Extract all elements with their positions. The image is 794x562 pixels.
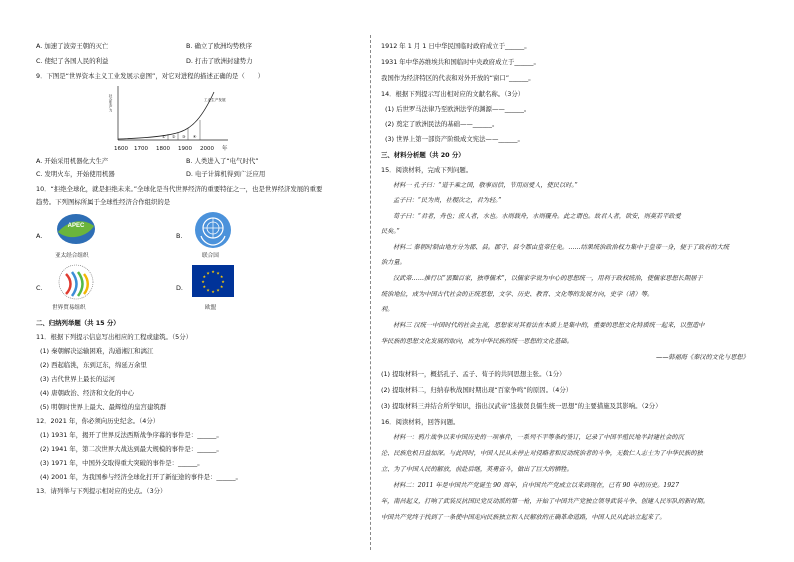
svg-text:★: ★ [211, 289, 215, 294]
material-4-line-3: 立、为了中国人民的解放，前赴后继，英勇奋斗，做出了巨大的牺牲。 [381, 466, 573, 473]
material-3-source: ——韩福海《秦汉的文化与思想》 [656, 354, 749, 361]
q12-item-1: (1) 1931 年，揭开了世界反法西斯战争序幕的事件是：______。 [40, 431, 223, 439]
svg-text:★: ★ [211, 269, 215, 274]
material-4-line-2: 沦、民族危机日益加深。与此同时，中国人民从未停止对侵略者和反动统治者的斗争，无数仁人志士为了中华民族的独 [381, 450, 703, 457]
material-1-line-2: 孟子曰：“民为贵，社稷次之，君为轻。” [393, 197, 502, 204]
material-3-line-2: 华民族的思想文化发展的取向，成为中华民族的统一思想的文化基础。 [381, 338, 573, 345]
svg-text:★: ★ [216, 270, 220, 276]
chart-mark-1: ① [162, 134, 166, 139]
column-divider [370, 35, 371, 550]
q9-stem: 9．下图是“世界资本主义工业发展示意图”，对它对进程的描述正确的是（ ） [36, 72, 264, 80]
eu-caption: 欧盟 [205, 305, 217, 311]
q15-item-1: (1) 提取材料一，概括孔子、孟子、荀子的共同思想主张。（1分） [381, 370, 566, 378]
svg-text:★: ★ [219, 284, 224, 289]
un-caption: 联合国 [202, 253, 219, 259]
chart-tick-1700: 1700 [134, 146, 148, 152]
chart-curve-label: 工业生产发展 [204, 98, 226, 102]
material-2-line-1: 材料二 秦朝时制由地方分为郡、县。郡守、县令都由皇帝任免。……结果统治政治权力集中于皇帝一身，便于了政府的大统 [393, 244, 730, 251]
chart-tick-2000: 2000 [200, 146, 214, 152]
q11-item-3: (3) 古代世界上最长的运河 [40, 375, 115, 383]
q10-option-a-label: A. [36, 232, 43, 240]
chart-tick-1800: 1800 [156, 146, 170, 152]
q14-stem: 14．根据下列提示写出相对应的文献名称。（3分） [381, 90, 525, 98]
q13-item-3: 我国作为经济特区的代表和对外开放的“窗口”______。 [381, 74, 535, 82]
q16-stem: 16．阅读材料，回答问题。 [381, 418, 460, 426]
svg-text:★: ★ [206, 287, 210, 293]
material-2-line-5: 利。 [381, 306, 394, 313]
q8-option-c: C. 使纪了各国人民的利益 [36, 57, 109, 65]
svg-text:★: ★ [201, 279, 205, 284]
q13-stem: 13．请列举与下列提示相对应的史点。（3分） [36, 487, 167, 495]
q11-item-1: (1) 秦朝解决运输困难，沟通湘江和漓江 [40, 347, 154, 355]
section-3-heading: 三、材料分析题（共 20 分） [381, 151, 465, 159]
q11-item-5: (5) 明朝时世界上最大、最辉煌的皇宫建筑群 [40, 403, 167, 411]
q15-stem: 15．阅读材料，完成下列问题。 [381, 166, 473, 174]
eu-flag-icon [192, 265, 234, 297]
q12-stem: 12．2021 年，你必须向历史纪念。（4分） [36, 417, 160, 425]
q9-option-c: C. 发明火车，开始使用机器 [36, 170, 115, 178]
chart-mark-2: ② [172, 134, 176, 139]
q10-option-b-label: B. [176, 232, 183, 240]
industry-development-chart [110, 84, 235, 146]
q13-item-2: 1931 年中华苏维埃共和国临时中央政府成立于______。 [381, 58, 540, 66]
q14-item-2: (2) 奠定了欧洲民法的基础——______。 [385, 120, 499, 128]
section-2-heading: 二、归纳列举题（共 15 分） [36, 319, 120, 327]
q14-item-3: (3) 世界上第一部资产阶级成文宪法——______。 [385, 135, 524, 143]
q10-stem-2: 趋势。下列图标所属于全球性经济合作组织的是 [36, 198, 171, 206]
wto-caption: 世界贸易组织 [52, 305, 86, 311]
svg-text:★: ★ [221, 279, 225, 284]
apec-caption: 亚太经合组织 [55, 253, 89, 259]
q9-option-a: A. 开始采用机器化大生产 [36, 157, 109, 165]
q12-item-2: (2) 1941 年，第二次世界大战达到最大规模的事件是：______。 [40, 445, 223, 453]
material-5-line-1: 材料二：2011 年是中国共产党诞生 90 周年，自中国共产党成立以来到现在，已有 90 年的历史。1927 [393, 482, 680, 489]
chart-tick-1900: 1900 [178, 146, 192, 152]
material-5-line-3: 中国共产党终于找到了一条使中国走向民族独立和人民解放的正确革命道路，中国人民从此站立起来了。 [381, 514, 666, 521]
svg-text:★: ★ [216, 287, 220, 293]
material-3-line-1: 材料三 汉统一中国时代的社会主流，思想家对其看法在本质上是集中的，重要的思想文化特质统一起来，以塑造中 [393, 322, 705, 329]
svg-text:★: ★ [219, 274, 224, 279]
q9-option-d: D. 电子计算机得到广泛应用 [186, 170, 266, 178]
material-2-line-2: 治力量。 [381, 259, 406, 266]
material-2-line-3: 汉武帝……推行以“罢黜百家，独尊儒术”，以儒家学说为中心的思想统一，用利于政权统治，使儒家思想长期居于 [393, 275, 703, 282]
chart-curve [118, 92, 214, 139]
q14-item-1: (1) 后世罗马法律乃至欧洲法学的渊源——______。 [385, 105, 531, 113]
svg-text:APEC: APEC [67, 223, 85, 229]
q9-option-b: B. 人类进入了“电气时代” [186, 157, 259, 165]
wto-logo-icon [56, 262, 96, 302]
material-2-line-4: 统治地位，成为中国古代社会的正统思想，文学、历史、教育、文化等的发展方向，史学（诸）等。 [381, 291, 654, 298]
q15-item-3: (3) 提取材料三并结合所学知识，指出汉武帝“选拔贤良儒生统一思想”的主要措施及其影响。（2分） [381, 402, 662, 410]
chart-tick-1600: 1600 [114, 146, 128, 152]
q11-item-2: (2) 西起临洮，东到辽东，绵延万余里 [40, 361, 147, 369]
q8-option-a: A. 加速了波旁王朝的灭亡 [36, 42, 109, 50]
q10-stem-1: 10．“拒绝全球化，就是拒绝未来。”全球化是当代世界经济的重要特征之一，也是世界经济发展的重要 [36, 185, 323, 193]
q12-item-4: (4) 2001 年，为我国参与经济全球化打开了新征途的事件是：______。 [40, 473, 242, 481]
un-logo-icon [193, 210, 233, 250]
q10-option-d-label: D. [176, 284, 183, 292]
chart-mark-4: ④ [193, 134, 197, 139]
q8-option-b: B. 确立了欧洲均势秩序 [186, 42, 252, 50]
material-5-line-2: 年，南昌起义，打响了武装反抗国民党反动派的第一枪，开始了中国共产党独立领导武装斗争、创建人民军队的新时期。 [381, 498, 709, 505]
svg-text:★: ★ [202, 284, 207, 289]
chart-mark-3: ③ [182, 134, 186, 139]
q11-item-4: (4) 唐朝政治、经济和文化的中心 [40, 389, 135, 397]
apec-logo-icon [54, 212, 98, 246]
material-4-line-1: 材料一：鸦片战争以来中国历史的一项事件，一系列不平等条约签订，记录了中国半殖民地半封建社会的沉 [393, 434, 684, 441]
svg-text:★: ★ [202, 274, 207, 279]
q11-stem: 11．根据下列提示信息写出相应的工程或建筑。（5分） [36, 333, 192, 341]
q12-item-3: (3) 1971 年，中国外交取得重大突破的事件是：______。 [40, 459, 204, 467]
q13-item-1: 1912 年 1 月 1 日中华民国临时政府成立于______。 [381, 42, 531, 50]
q8-option-d: D. 打击了欧洲封建势力 [186, 57, 253, 65]
svg-text:★: ★ [206, 270, 210, 276]
q10-option-c-label: C. [36, 284, 43, 292]
q15-item-2: (2) 提取材料二，归纳春秋战国时期出现“百家争鸣”的原因。（4分） [381, 386, 573, 394]
material-1-line-1: 材料一 孔子曰：“道千乘之国，敬事而信，节用而爱人，使民以时。” [393, 182, 578, 189]
material-1-line-4: 民矣。” [381, 228, 400, 235]
material-1-line-3: 荀子曰：“君者，舟也；庶人者，水也。水则载舟，水则覆舟。此之谓也。故君人者，欲安，则莫若平政爱 [393, 213, 681, 220]
chart-y-label: 社会生产力 [109, 94, 113, 112]
chart-tick-year: 年 [222, 146, 228, 152]
